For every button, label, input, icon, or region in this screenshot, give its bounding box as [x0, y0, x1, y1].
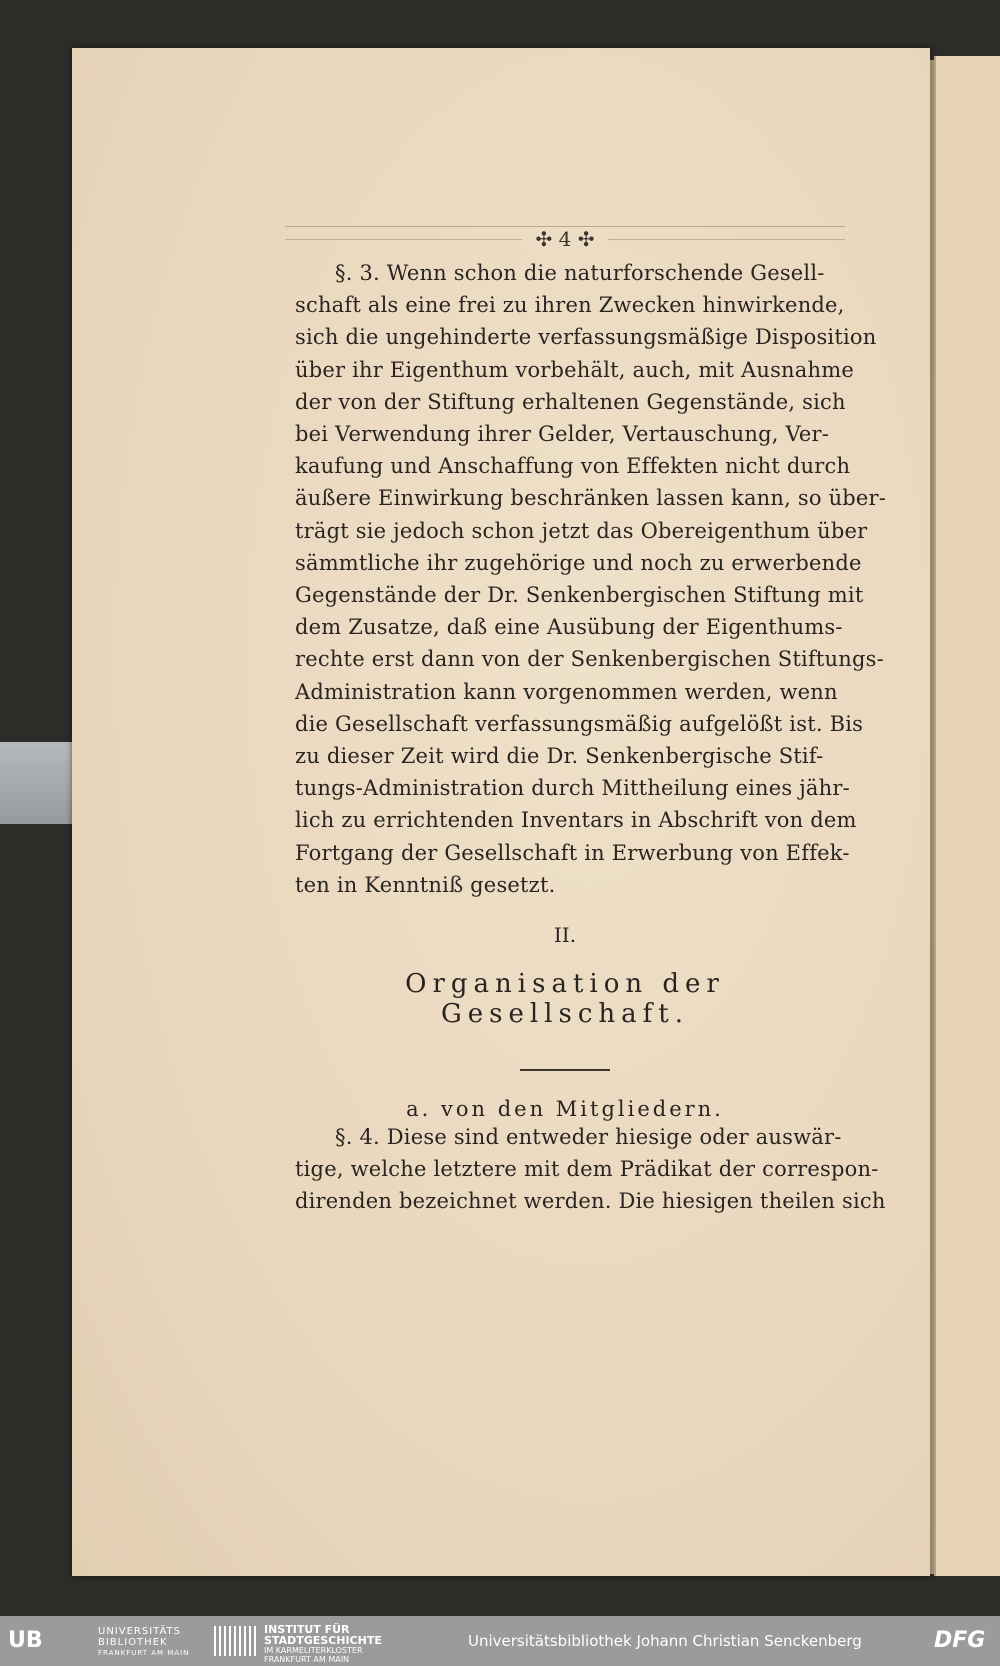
text-line: Administration kann vorgenommen werden, wenn — [295, 679, 838, 704]
text-line: trägt sie jedoch schon jetzt das Obereigenthum über — [295, 518, 868, 543]
ub-line3: FRANKFURT AM MAIN — [98, 1649, 190, 1657]
text-line: dem Zusatze, daß eine Ausübung der Eigenthums- — [295, 615, 843, 640]
institute-logo-text — [264, 1624, 382, 1664]
text-line: sich die ungehinderte verfassungsmäßige Disposition — [295, 325, 877, 350]
ub-line1: UNIVERSITÄTS — [98, 1626, 182, 1637]
section-divider — [520, 1069, 610, 1071]
text-line: §. 3. Wenn schon die naturforschende Gesell- — [335, 261, 825, 285]
text-line: bei Verwendung ihrer Gelder, Vertauschung, Ver- — [295, 422, 830, 447]
text-line: äußere Einwirkung beschränken lassen kann, so über- — [295, 486, 887, 511]
text-line: Fortgang der Gesellschaft in Erwerbung von Effek- — [295, 840, 850, 865]
text-line: über ihr Eigenthum vorbehält, auch, mit Ausnahme — [295, 357, 854, 382]
dfg-logo[interactable]: DFG — [934, 1628, 986, 1653]
library-name[interactable]: Universitätsbibliothek Johann Christian Senckenberg — [468, 1632, 862, 1650]
text-line: sämmtliche ihr zugehörige und noch zu erwerbende — [295, 550, 862, 575]
text-line: tige, welche letztere mit dem Prädikat der correspon- — [295, 1157, 879, 1182]
footer-bar — [0, 1616, 1000, 1666]
text-line: rechte erst dann von der Senkenbergischen Stiftungs- — [295, 647, 884, 672]
ub-logo[interactable]: UB — [8, 1628, 43, 1653]
section-title: Organisation der Gesellschaft. — [405, 969, 725, 1030]
text-line: ten in Kenntniß gesetzt. — [295, 872, 556, 897]
text-line: die Gesellschaft verfassungsmäßig aufgelößt ist. Bis — [295, 711, 864, 736]
page-number: ✣ 4 ✣ — [522, 227, 609, 251]
next-page-edge — [934, 56, 1000, 1576]
text-line: Gegenstände der Dr. Senkenbergischen Stiftung mit — [295, 583, 864, 608]
inst-line4: FRANKFURT AM MAIN — [264, 1655, 350, 1664]
ub-line2: BIBLIOTHEK — [98, 1637, 168, 1648]
text-line: tungs-Administration durch Mittheilung eines jähr- — [295, 776, 850, 801]
text-line: direnden bezeichnet werden. Die hiesigen theilen sich — [295, 1189, 886, 1214]
ub-logo-text — [98, 1626, 189, 1659]
text-line: §. 4. Diese sind entweder hiesige oder auswär- — [335, 1125, 842, 1150]
institute-logo-icon[interactable] — [214, 1626, 256, 1656]
inst-line2: STADTGESCHICHTE — [264, 1634, 382, 1647]
text-line: kaufung und Anschaffung von Effekten nicht durch — [295, 454, 851, 479]
paragraph-3 — [295, 257, 887, 901]
page-content — [295, 226, 887, 1218]
subheading: a. von den Mitgliedern. — [406, 1097, 724, 1122]
inst-line3: IM KARMELITERKLOSTER — [264, 1646, 363, 1655]
text-line: lich zu errichtenden Inventars in Abschrift von dem — [295, 808, 857, 833]
inst-line1: INSTITUT FÜR — [264, 1623, 350, 1636]
page-header — [285, 226, 845, 257]
paragraph-4 — [295, 1121, 886, 1218]
text-line: der von der Stiftung erhaltenen Gegenstände, sich — [295, 389, 846, 414]
text-line: zu dieser Zeit wird die Dr. Senkenbergische Stif- — [295, 744, 824, 769]
section-number: II. — [553, 923, 577, 948]
text-line: schaft als eine frei zu ihren Zwecken hinwirkende, — [295, 293, 845, 318]
